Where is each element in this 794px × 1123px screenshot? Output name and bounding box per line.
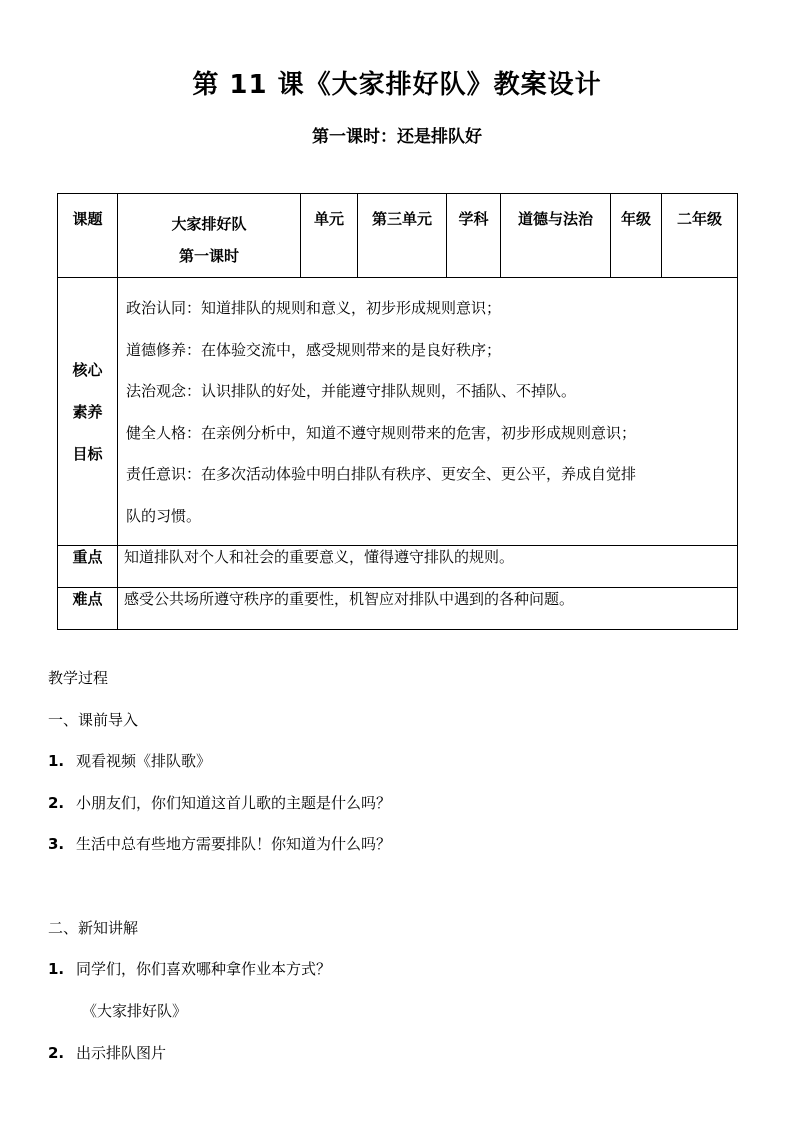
list-item	[48, 833, 391, 854]
goal-line: 道德修养：在体验交流中，感受规则带来的是良好秩序；	[126, 340, 502, 359]
label-goals	[58, 278, 118, 546]
label-key: 重点	[58, 546, 118, 588]
label-unit: 单元	[301, 194, 358, 278]
process-heading: 教学过程	[48, 669, 109, 687]
grade-value: 二年级	[662, 194, 738, 278]
goal-line: 责任意识：在多次活动体验中明白排队有秩序、更安全、更公平，养成自觉排	[126, 465, 637, 483]
section-heading: 二、新知讲解	[48, 919, 139, 937]
page-subtitle: 第一课时：还是排队好	[312, 127, 482, 147]
unit-value: 第三单元	[358, 194, 447, 278]
subject-value: 道德与法治	[501, 194, 611, 278]
page-title: 第 11 课《大家排好队》教案设计	[192, 70, 602, 100]
difficult-point: 感受公共场所遵守秩序的重要性，机智应对排队中遇到的各种问题。	[118, 588, 738, 630]
list-number: 3.	[48, 835, 65, 853]
list-item	[48, 792, 391, 813]
goal-line: 政治认同：知道排队的规则和意义，初步形成规则意识；	[126, 299, 502, 317]
list-number: 1.	[48, 752, 65, 770]
topic-line2: 第一课时	[178, 247, 239, 265]
table-row	[58, 588, 738, 630]
table-row	[58, 278, 738, 546]
label-subject: 学科	[447, 194, 501, 278]
note-line: 《大家排好队》	[82, 1002, 188, 1020]
label-grade: 年级	[611, 194, 662, 278]
list-text: 生活中总有些地方需要排队！你知道为什么吗？	[76, 835, 392, 853]
lesson-plan-table	[57, 193, 738, 630]
label-goals-line: 核心	[72, 360, 103, 379]
list-number: 2.	[48, 794, 65, 812]
goal-line: 健全人格：在亲例分析中，知道不遵守规则带来的危害，初步形成规则意识；	[126, 423, 637, 442]
list-text: 出示排队图片	[76, 1044, 167, 1062]
list-item	[48, 750, 211, 771]
list-number: 2.	[48, 1044, 65, 1062]
list-text: 小朋友们，你们知道这首儿歌的主题是什么吗？	[76, 794, 392, 812]
goals-cell	[118, 278, 738, 546]
list-item	[48, 1042, 166, 1063]
label-topic: 课题	[58, 194, 118, 278]
topic-cell	[118, 194, 301, 278]
goal-line: 队的习惯。	[126, 506, 202, 525]
table-row	[58, 194, 738, 278]
goal-line: 法治观念：认识排队的好处，并能遵守排队规则，不插队、不掉队。	[126, 382, 577, 400]
label-goals-line: 素养	[72, 402, 103, 421]
list-number: 1.	[48, 960, 65, 978]
key-point: 知道排队对个人和社会的重要意义，懂得遵守排队的规则。	[118, 546, 738, 588]
list-item	[48, 958, 331, 979]
label-goals-line: 目标	[72, 444, 103, 463]
topic-line1: 大家排好队	[171, 215, 247, 233]
label-difficult: 难点	[58, 588, 118, 630]
table-row	[58, 546, 738, 588]
section-heading: 一、课前导入	[48, 711, 139, 729]
list-text: 同学们，你们喜欢哪种拿作业本方式？	[76, 960, 332, 978]
list-text: 观看视频《排队歌》	[76, 752, 212, 770]
